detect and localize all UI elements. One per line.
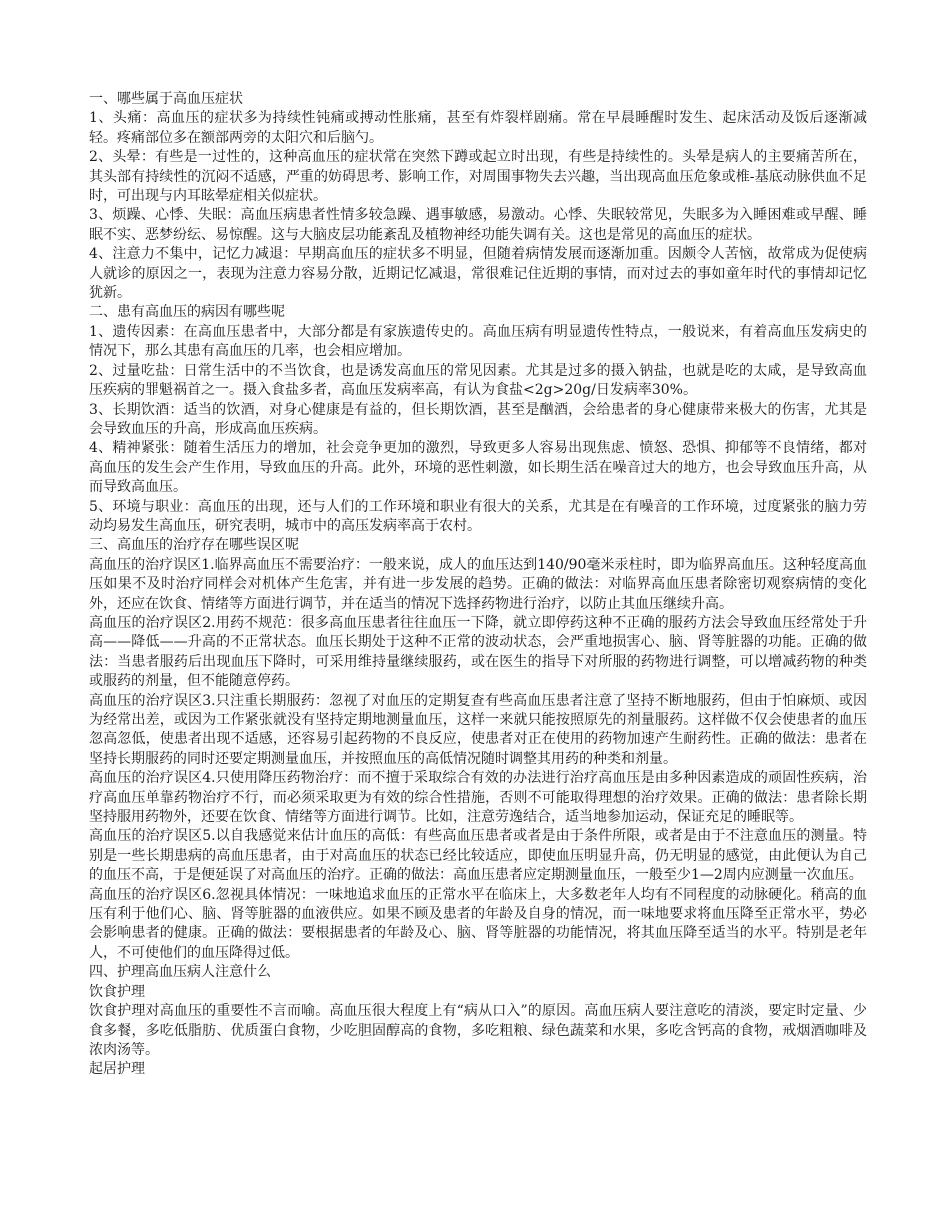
paragraph-stress: 4、精神紧张：随着生活压力的增加，社会竞争更加的激烈，导致更多人容易出现焦虑、愤怒、恐惧、抑郁等不良情绪，都对高血压的发生会产生作用，导致血压的升高。此外，环境的恶性刺激，如长期生活在噪音过大的地方，也会导致血压升高，从而导致高血压。	[89, 440, 867, 496]
paragraph-misconception-3: 高血压的治疗误区3.只注重长期服药：忽视了对血压的定期复查有些高血压患者注意了坚持不断地服药，但由于怕麻烦、或因为经常出差，或因为工作紧张就没有坚持定期地测量血压，这样一来就只能按照原先的剂量服药。这样做不仅会使患者的血压忽高忽低，使患者出现不适感，还容易引起药物的不良反应，使患者对正在使用的药物加速产生耐药性。正确的做法：患者在坚持长期服药的同时还要定期测量血压，并按照血压的高低情况随时调整其用药的种类和剂量。	[89, 692, 867, 767]
section-heading-misconceptions: 三、高血压的治疗存在哪些误区呢	[89, 537, 299, 554]
paragraph-diet-care: 饮食护理对高血压的重要性不言而喻。高血压很大程度上有“病从口入”的原因。高血压病人要注意吃的清淡，要定时定量、少食多餐，多吃低脂肪、优质蛋白食物，少吃胆固醇高的食物，多吃粗粮、绿色蔬菜和水果，多吃含钙高的食物，戒烟酒咖啡及浓肉汤等。	[89, 1003, 867, 1058]
subheading-diet-care: 饮食护理	[89, 983, 145, 1000]
paragraph-misconception-5: 高血压的治疗误区5.以自我感觉来估计血压的高低：有些高血压患者或者是由于条件所限，或者是由于不注意血压的测量。特别是一些长期患病的高血压患者，由于对高血压的状态已经比较适应，即使血压明显升高，仍无明显的感觉，由此便认为自己的血压不高，于是便延误了对高血压的治疗。正确的做法：高血压患者应定期测量血压，一般至少1—2周内应测量一次血压。	[89, 828, 867, 884]
paragraph-misconception-1: 高血压的治疗误区1.临界高血压不需要治疗：一般来说，成人的血压达到140/90毫米汞柱时，即为临界高血压。这种轻度高血压如果不及时治疗同样会对机体产生危害，并有进一步发展的趋势。正确的做法：对临界高血压患者除密切观察病情的变化外，还应在饮食、情绪等方面进行调节，并在适当的情况下选择药物进行治疗，以防止其血压继续升高。	[89, 556, 867, 612]
section-heading-causes: 二、患有高血压的病因有哪些呢	[89, 304, 285, 321]
paragraph-alcohol: 3、长期饮酒：适当的饮酒，对身心健康是有益的，但长期饮酒，甚至是酗酒，会给患者的身心健康带来极大的伤害，尤其是会导致血压的升高，形成高血压疾病。	[89, 401, 867, 437]
paragraph-dizziness: 2、头晕：有些是一过性的，这种高血压的症状常在突然下蹲或起立时出现，有些是持续性的。头晕是病人的主要痛苦所在，其头部有持续性的沉闷不适感，严重的妨碍思考、影响工作，对周围事物失去兴趣，当出现高血压危象或椎-基底动脉供血不足时，可出现与内耳眩晕症相关似症状。	[89, 149, 867, 205]
section-heading-symptoms: 一、哪些属于高血压症状	[89, 91, 243, 107]
paragraph-salt: 2、过量吃盐：日常生活中的不当饮食，也是诱发高血压的常见因素。尤其是过多的摄入钠盐，也就是吃的太咸，是导致高血压疾病的罪魁祸首之一。摄入食盐多者，高血压发病率高，有认为食盐<2g>20g/日发病率30%。	[89, 362, 867, 399]
section-heading-care: 四、护理高血压病人注意什么	[89, 964, 271, 981]
subheading-daily-care: 起居护理	[89, 1061, 145, 1078]
paragraph-headache: 1、头痛：高血压的症状多为持续性钝痛或搏动性胀痛，甚至有炸裂样剧痛。常在早晨睡醒时发生、起床活动及饭后逐渐减轻。疼痛部位多在额部两旁的太阳穴和后脑勺。	[89, 110, 867, 146]
paragraph-heredity: 1、遗传因素：在高血压患者中，大部分都是有家族遗传史的。高血压病有明显遗传性特点，一般说来，有着高血压发病史的情况下，那么其患有高血压的几率，也会相应增加。	[89, 323, 867, 360]
paragraph-misconception-2: 高血压的治疗误区2.用药不规范：很多高血压患者往往血压一下降，就立即停药这种不正确的服药方法会导致血压经常处于升高——降低——升高的不正常状态。血压长期处于这种不正常的波动状态，会严重地损害心、脑、肾等脏器的功能。正确的做法：当患者服药后出现血压下降时，可采用维持量继续服药，或在医生的指导下对所服的药物进行调整，可以增减药物的种类或服药的剂量，但不能随意停药。	[89, 614, 867, 690]
paragraph-memory: 4、注意力不集中，记忆力减退：早期高血压的症状多不明显，但随着病情发展而逐渐加重。因颇令人苦恼，故常成为促使病人就诊的原因之一，表现为注意力容易分散，近期记忆减退，常很难记住近期的事情，而对过去的事如童年时代的事情却记忆犹新。	[89, 246, 867, 302]
paragraph-misconception-4: 高血压的治疗误区4.只使用降压药物治疗：而不擅于采取综合有效的办法进行治疗高血压是由多种因素造成的顽固性疾病，治疗高血压单靠药物治疗不行，而必须采取更为有效的综合性措施，否则不可能取得理想的治疗效果。正确的做法：患者除长期坚持服用药物外，还要在饮食、情绪等方面进行调节。比如，注意劳逸结合，适当地参加运动，保证充足的睡眠等。	[89, 770, 867, 826]
paragraph-misconception-6: 高血压的治疗误区6.忽视具体情况：一味地追求血压的正常水平在临床上，大多数老年人均有不同程度的动脉硬化。稍高的血压有利于他们心、脑、肾等脏器的血液供应。如果不顾及患者的年龄及自身的情况，而一味地要求将血压降至正常水平，势必会影响患者的健康。正确的做法：要根据患者的年龄及心、脑、肾等脏器的功能情况，将其血压降至适当的水平。特别是老年人，不可使他们的血压降得过低。	[89, 886, 867, 961]
document-body	[89, 90, 867, 1080]
paragraph-environment: 5、环境与职业：高血压的出现，还与人们的工作环境和职业有很大的关系，尤其是在有噪音的工作环境，过度紧张的脑力劳动均易发生高血压，研究表明，城市中的高压发病率高于农村。	[89, 498, 867, 534]
paragraph-insomnia: 3、烦躁、心悸、失眠：高血压病患者性情多较急躁、遇事敏感，易激动。心悸、失眠较常见，失眠多为入睡困难或早醒、睡眠不实、恶梦纷纭、易惊醒。这与大脑皮层功能紊乱及植物神经功能失调有关。这也是常见的高血压的症状。	[89, 207, 867, 243]
